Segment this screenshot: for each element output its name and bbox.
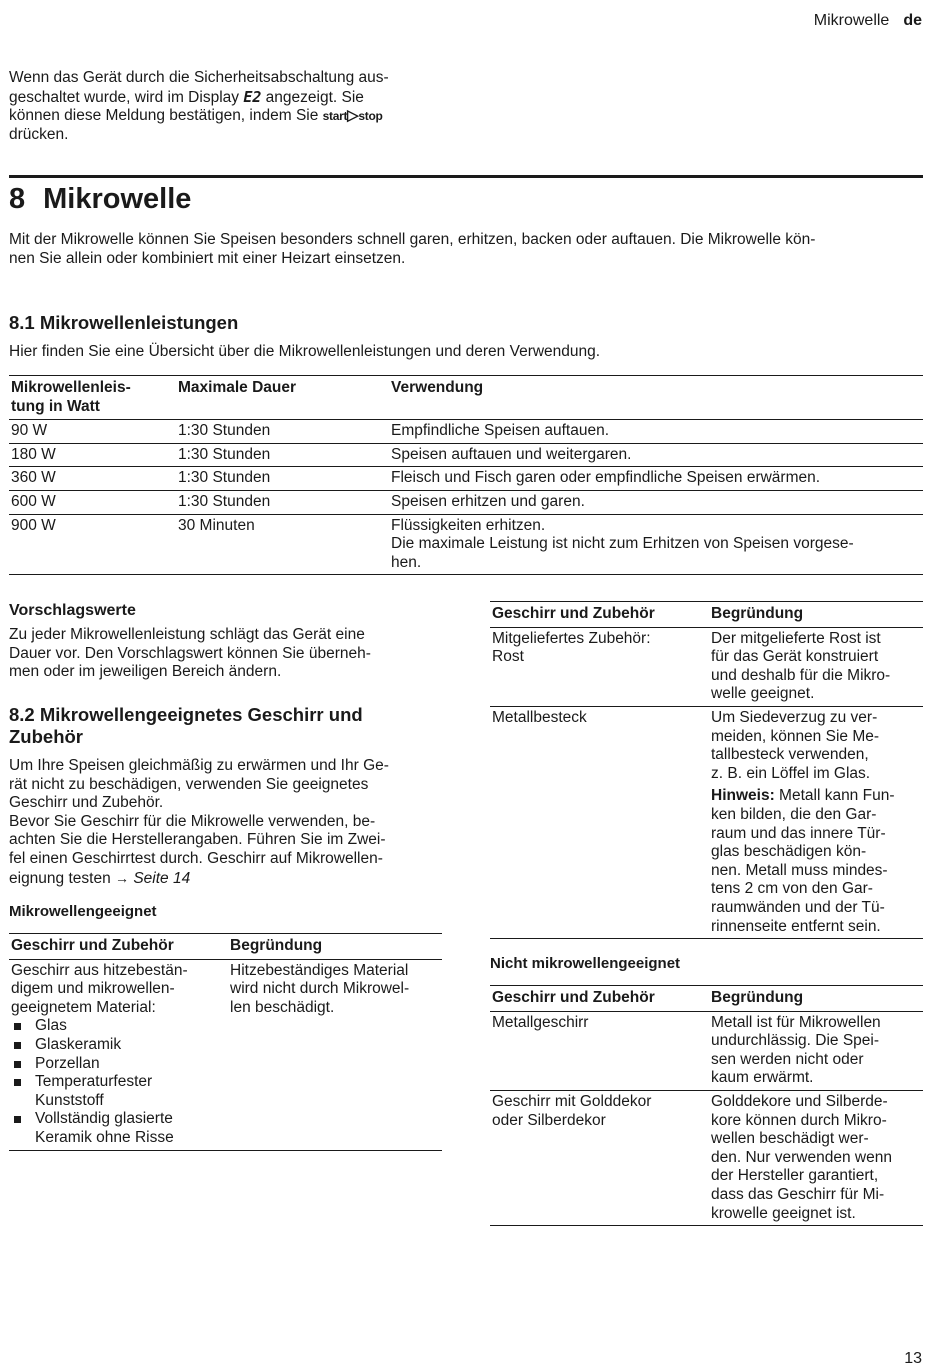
reason-cell — [228, 959, 442, 1150]
dishes-header: Geschirr und Zubehör — [492, 989, 655, 1006]
text-line: Rost — [492, 648, 524, 666]
section-8-2-text — [9, 757, 449, 888]
display-code: E2 — [243, 87, 262, 106]
table-row — [9, 467, 923, 491]
text-line: dass das Geschirr für Mi- — [711, 1185, 885, 1203]
power-table — [9, 375, 923, 575]
text-line: undurchlässig. Die Spei- — [711, 1032, 880, 1050]
list-item: Glaskeramik — [11, 1036, 226, 1055]
text-line: achten Sie die Herstellerangaben. Führen Sie im Zwei- — [9, 831, 386, 849]
power-cell: 600 W — [9, 490, 176, 514]
text-line: meiden, können Sie Me- — [711, 727, 880, 745]
text-line: Zu jeder Mikrowellenleistung schlägt das Gerät eine — [9, 626, 365, 643]
reason-header: Begründung — [711, 989, 804, 1006]
unsuitable-table — [490, 985, 923, 1226]
usage-line: Flüssigkeiten erhitzen. — [391, 516, 546, 534]
text-line: Vollständig glasierte — [35, 1110, 173, 1128]
chapter-title-text: Mikrowelle — [43, 183, 192, 215]
note-label: Hinweis: — [711, 787, 775, 805]
power-cell: 180 W — [9, 443, 176, 467]
intro-line: Wenn das Gerät durch die Sicherheitsabschaltung aus- — [9, 69, 389, 86]
unsuitable-title: Nicht mikrowellengeeignet — [490, 955, 681, 972]
power-cell: 900 W — [9, 514, 176, 575]
usage-line: Die maximale Leistung ist nicht zum Erhitzen von Speisen vorgese- — [391, 535, 854, 553]
dishes-cell — [490, 1090, 709, 1225]
suitable-table-continued — [490, 601, 923, 939]
duration-cell: 1:30 Stunden — [176, 490, 389, 514]
dishes-cell: Metallgeschirr — [490, 1011, 709, 1090]
text-line: Bevor Sie Geschirr für die Mikrowelle verwenden, be- — [9, 812, 376, 830]
note — [711, 787, 921, 936]
title-line: Zubehör — [9, 726, 83, 747]
duration-cell: 1:30 Stunden — [176, 420, 389, 444]
text-line: rät nicht zu beschädigen, verwenden Sie geeignetes — [9, 775, 369, 793]
start-stop-key-symbol — [323, 109, 383, 123]
vorschlagswerte-text — [9, 626, 449, 682]
list-item — [11, 1110, 226, 1147]
chapter-intro-line: Mit der Mikrowelle können Sie Speisen besonders schnell garen, erhitzen, backen oder auftauen. Die Mikrowelle kön- — [9, 231, 816, 248]
usage-cell: Empfindliche Speisen auftauen. — [389, 420, 923, 444]
text-line: Dauer vor. Den Vorschlagswert können Sie überneh- — [9, 644, 371, 662]
list-item: Glas — [11, 1017, 226, 1036]
text-line: Geschirr und Zubehör. — [9, 794, 164, 812]
usage-cell: Fleisch und Fisch garen oder empfindliche Speisen erwärmen. — [389, 467, 923, 491]
intro-line: können diese Meldung bestätigen, indem Sie — [9, 107, 323, 125]
dishes-header: Geschirr und Zubehör — [11, 937, 174, 954]
power-cell: 360 W — [9, 467, 176, 491]
list-item — [11, 1073, 226, 1110]
header-section: Mikrowelle — [813, 12, 890, 29]
dishes-cell — [490, 627, 709, 706]
text-line: nen. Metall muss mindes- — [711, 861, 888, 879]
header-line: tung in Watt — [11, 397, 100, 415]
text-line: wellen beschädigt wer- — [711, 1130, 869, 1148]
text-line: kore können durch Mikro- — [711, 1111, 887, 1129]
text-line: digem und mikrowellen- — [11, 980, 175, 998]
text-line: Um Siedeverzug zu ver- — [711, 708, 878, 726]
usage-cell: Speisen erhitzen und garen. — [389, 490, 923, 514]
text-line: men oder im jeweiligen Bereich ändern. — [9, 663, 282, 681]
text-line: tens 2 cm von den Gar- — [711, 880, 873, 898]
text-line: tallbesteck verwenden, — [711, 746, 869, 764]
suitable-title: Mikrowellengeeignet — [9, 903, 157, 920]
text-line: eignung testen — [9, 869, 116, 887]
text-line: sen werden nicht oder — [711, 1050, 864, 1068]
page-number: 13 — [904, 1350, 922, 1367]
header-language: de — [903, 12, 922, 29]
text-line: Metall kann Fun- — [774, 787, 895, 805]
material-list — [11, 1017, 226, 1147]
dishes-cell — [9, 959, 228, 1150]
text-line: kaum erwärmt. — [711, 1069, 814, 1087]
text-line: den. Nur verwenden wenn — [711, 1148, 892, 1166]
chapter-rule — [9, 175, 923, 178]
duration-header: Maximale Dauer — [178, 379, 297, 396]
text-line: Golddekore und Silberde- — [711, 1092, 888, 1110]
text-line: fel einen Geschirrtest durch. Geschirr auf Mikrowellen- — [9, 849, 383, 867]
page-reference-link[interactable]: Seite 14 — [133, 869, 191, 887]
power-cell: 90 W — [9, 420, 176, 444]
text-line: krowelle geeignet ist. — [711, 1204, 856, 1222]
table-row — [9, 959, 442, 1150]
reason-cell — [709, 706, 923, 938]
section-8-2-title — [9, 704, 449, 748]
chapter-intro — [9, 231, 923, 268]
arrow-right-icon: → — [115, 869, 130, 886]
stop-key-label: stop — [358, 109, 383, 124]
table-row — [490, 1090, 923, 1225]
table-row — [9, 420, 923, 444]
reason-cell — [709, 1011, 923, 1090]
text-line: geeignetem Material: — [11, 998, 156, 1016]
usage-cell: Speisen auftauen und weitergaren. — [389, 443, 923, 467]
text-line: rinnenseite entfernt sein. — [711, 917, 881, 935]
title-line: 8.2 Mikrowellengeeignetes Geschirr und — [9, 704, 363, 725]
text-line: Geschirr aus hitzebestän- — [11, 961, 188, 979]
text-line: Metall ist für Mikrowellen — [711, 1013, 881, 1031]
text-line: welle geeignet. — [711, 685, 815, 703]
section-8-1-title: 8.1 Mikrowellenleistungen — [9, 312, 239, 333]
intro-line: angezeigt. Sie — [261, 88, 364, 106]
table-row — [9, 514, 923, 575]
chapter-number: 8 — [9, 183, 26, 215]
list-item: Porzellan — [11, 1055, 226, 1074]
text-line: Kunststoff — [35, 1091, 104, 1109]
chapter-intro-line: nen Sie allein oder kombiniert mit einer Heizart einsetzen. — [9, 249, 406, 267]
text-line: Keramik ohne Risse — [35, 1128, 174, 1146]
play-icon: ▷ — [347, 107, 359, 125]
intro-line: geschaltet wurde, wird im Display — [9, 88, 244, 106]
table-row — [9, 490, 923, 514]
start-key-label: start — [322, 109, 348, 124]
usage-header: Verwendung — [391, 379, 484, 396]
text-line: oder Silberdekor — [492, 1111, 606, 1129]
text-line: Temperaturfester — [35, 1073, 153, 1091]
reason-cell — [709, 1090, 923, 1225]
duration-cell: 30 Minuten — [176, 514, 389, 575]
text-line: len beschädigt. — [230, 998, 335, 1016]
running-header — [814, 12, 922, 30]
text-line: für das Gerät konstruiert — [711, 648, 879, 666]
section-8-1-text: Hier finden Sie eine Übersicht über die Mikrowellenleistungen und deren Verwendung. — [9, 343, 601, 360]
text-line: wird nicht durch Mikrowel- — [230, 980, 410, 998]
text-line: Um Ihre Speisen gleichmäßig zu erwärmen und Ihr Ge- — [9, 757, 389, 774]
duration-cell: 1:30 Stunden — [176, 467, 389, 491]
table-row — [490, 627, 923, 706]
text-line: Hitzebeständiges Material — [230, 961, 409, 979]
power-header — [9, 376, 176, 420]
text-line: raumwänden und der Tü- — [711, 898, 885, 916]
text-line: glas beschädigen kön- — [711, 843, 867, 861]
intro-paragraph — [9, 69, 449, 144]
chapter-title — [9, 183, 191, 216]
dishes-header: Geschirr und Zubehör — [492, 605, 655, 622]
header-line: Mikrowellenleis- — [11, 379, 131, 396]
text-line: Mitgeliefertes Zubehör: — [492, 629, 651, 647]
text-line: raum und das innere Tür- — [711, 824, 886, 842]
reason-header: Begründung — [230, 937, 323, 954]
usage-cell — [389, 514, 923, 575]
usage-line: hen. — [391, 553, 422, 571]
reason-header: Begründung — [711, 605, 804, 622]
text-line: z. B. ein Löffel im Glas. — [711, 764, 871, 782]
reason-cell — [709, 627, 923, 706]
table-row — [9, 443, 923, 467]
duration-cell: 1:30 Stunden — [176, 443, 389, 467]
dishes-cell: Metallbesteck — [490, 706, 709, 938]
text-line: Der mitgelieferte Rost ist — [711, 629, 881, 647]
vorschlagswerte-title: Vorschlagswerte — [9, 602, 136, 619]
text-line: ken bilden, die den Gar- — [711, 805, 877, 823]
table-row — [490, 706, 923, 938]
suitable-table — [9, 933, 442, 1151]
text-line: Geschirr mit Golddekor — [492, 1092, 652, 1110]
text-line: und deshalb für die Mikro- — [711, 666, 891, 684]
intro-line: drücken. — [9, 125, 69, 143]
table-row — [490, 1011, 923, 1090]
text-line: der Hersteller garantiert, — [711, 1167, 879, 1185]
